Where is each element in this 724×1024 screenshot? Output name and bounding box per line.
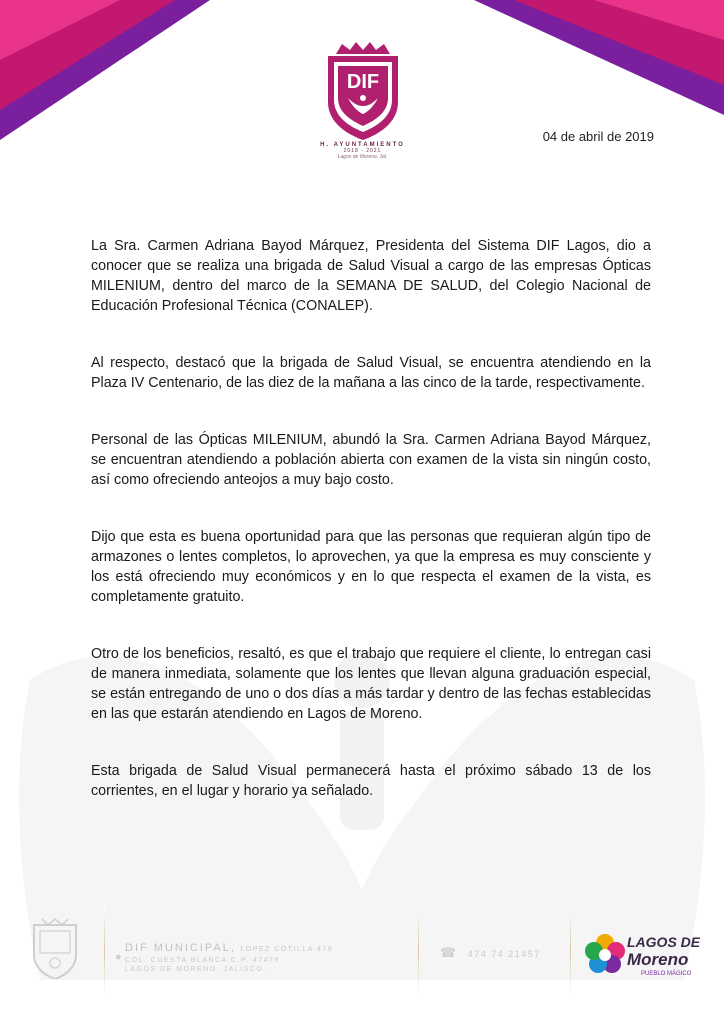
footer-street: LOPEZ COTILLA 479 [240, 946, 334, 953]
footer [0, 905, 724, 995]
municipal-crest-icon [30, 917, 80, 979]
paragraph: Esta brigada de Salud Visual permanecerá hasta el próximo sábado 13 de los corrientes, en el lugar y horario ya señalado. [91, 763, 651, 799]
paragraph: Personal de las Ópticas MILENIUM, abundó la Sra. Carmen Adriana Bayod Márquez, se encuentran atendiendo a población abierta con examen de la vista sin ningún costo, así como ofreciendo anteojos a muy bajo costo. [91, 432, 651, 488]
logo-city: Lagos de Moreno, Jal. [337, 154, 388, 160]
flower-icon [585, 934, 625, 973]
corner-decoration-right [474, 0, 724, 120]
brand-sub: PUEBLO MÁGICO [641, 971, 692, 977]
press-release-body [91, 236, 651, 838]
footer-colony: COL. CUESTA BLANCA C.P. 47479 [125, 957, 280, 964]
logo-years: 2018 - 2021 [343, 148, 382, 154]
location-pin-icon: ● [115, 951, 122, 963]
corner-decoration-left [0, 0, 210, 140]
footer-address [115, 938, 334, 974]
dif-logo [290, 40, 435, 190]
phone-icon: ☎ [440, 945, 458, 960]
phone-number: 474 74 21457 [467, 949, 541, 959]
logo-ayuntamiento: H. AYUNTAMIENTO [320, 142, 405, 148]
brand-line2: Moreno [627, 950, 689, 969]
paragraph: La Sra. Carmen Adriana Bayod Márquez, Presidenta del Sistema DIF Lagos, dio a conocer que se realiza una brigada de Salud Visual a cargo de las empresas Ópticas MILENIUM, dentro del marco de la SEMANA DE SALUD, del Colegio Nacional de Educación Profesional Técnica (CONALEP). [91, 238, 651, 314]
footer-title: DIF MUNICIPAL, [125, 942, 236, 954]
logo-dif-text: DIF [346, 71, 379, 93]
footer-phone [440, 945, 541, 961]
paragraph: Dijo que esta es buena oportunidad para que las personas que requieran algún tipo de armazones o lentes completos, lo aprovechen, ya que la empresa es muy consciente y los está ofreciendo muy económicos y en lo que respecta el examen de la vista, es completamente gratuito. [91, 529, 651, 605]
footer-city: LAGOS DE MORENO, JALISCO. [125, 966, 267, 973]
paragraph: Al respecto, destacó que la brigada de Salud Visual, se encuentra atendiendo en la Plaza IV Centenario, de las diez de la mañana a las cinco de la tarde, respectivamente. [91, 355, 651, 391]
document-date: 04 de abril de 2019 [542, 129, 654, 144]
brand-line1: LAGOS DE [627, 934, 700, 950]
lagos-de-moreno-logo [585, 925, 700, 985]
paragraph: Otro de los beneficios, resaltó, es que el trabajo que requiere el cliente, lo entregan casi de manera inmediata, solamente que los lentes que llevan alguna graduación especial, se están entregando de uno o dos días a más tardar y dentro de las fechas establecidas en las que estarán atendiendo en Lagos de Moreno. [91, 646, 651, 722]
dif-shield-icon [322, 40, 404, 140]
